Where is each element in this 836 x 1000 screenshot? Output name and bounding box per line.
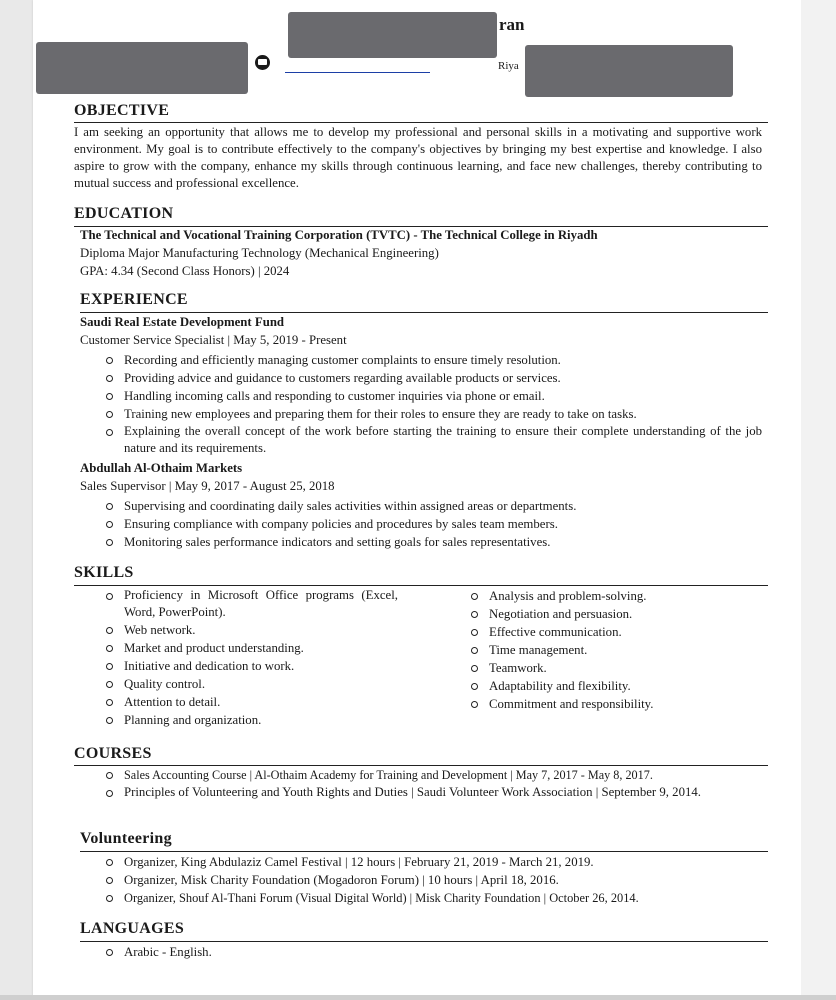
list-item: Ensuring compliance with company policies and procedures by sales team members. (102, 515, 762, 533)
list-item: Principles of Volunteering and Youth Rights and Duties | Saudi Volunteer Work Association | September 9, 2014. (102, 784, 762, 801)
education-rule (74, 226, 768, 227)
list-item: Effective communication. (467, 623, 767, 641)
volunteering-title: Volunteering (80, 830, 172, 847)
education-institution: The Technical and Vocational Training Corporation (TVTC) - The Technical College in Riyadh (80, 228, 598, 242)
list-item: Providing advice and guidance to customers regarding available products or services. (102, 369, 762, 387)
list-item: Organizer, Shouf Al-Thani Forum (Visual Digital World) | Misk Charity Foundation | October 26, 2014. (102, 889, 762, 907)
redacted-name (288, 12, 497, 58)
list-item: Quality control. (102, 675, 398, 693)
list-item: Proficiency in Microsoft Office programs (Excel, Word, PowerPoint). (102, 587, 398, 621)
skills-rule (74, 585, 768, 586)
languages-title: LANGUAGES (80, 920, 185, 937)
redacted-location (525, 45, 733, 97)
email-icon (255, 55, 270, 70)
education-degree: Diploma Major Manufacturing Technology (Mechanical Engineering) (80, 246, 439, 260)
list-item: Supervising and coordinating daily sales activities within assigned areas or departments. (102, 497, 762, 515)
education-gpa: GPA: 4.34 (Second Class Honors) | 2024 (80, 264, 290, 278)
list-item: Teamwork. (467, 659, 767, 677)
list-item: Adaptability and flexibility. (467, 677, 767, 695)
list-item: Commitment and responsibility. (467, 695, 767, 713)
volunteering-list (102, 853, 762, 907)
job-role: Customer Service Specialist | May 5, 2019 - Present (80, 333, 347, 347)
list-item: Recording and efficiently managing customer complaints to ensure timely resolution. (102, 351, 762, 369)
skills-title: SKILLS (74, 564, 134, 581)
list-item: Planning and organization. (102, 711, 398, 729)
job-1-bullets (102, 351, 762, 457)
skills-left-list (102, 587, 398, 729)
list-item: Initiative and dedication to work. (102, 657, 398, 675)
city-fragment: Riya (498, 60, 519, 72)
list-item: Web network. (102, 621, 398, 639)
name-fragment: ran (499, 15, 525, 34)
list-item: Market and product understanding. (102, 639, 398, 657)
list-item: Attention to detail. (102, 693, 398, 711)
job-role: Sales Supervisor | May 9, 2017 - August 25, 2018 (80, 479, 335, 493)
list-item: Arabic - English. (102, 943, 762, 961)
list-item: Explaining the overall concept of the work before starting the training to ensure their complete understanding of the job nature and its requirements. (102, 423, 762, 457)
experience-rule (80, 312, 768, 313)
skills-right-list (467, 587, 767, 713)
list-item: Monitoring sales performance indicators and setting goals for sales representatives. (102, 533, 762, 551)
objective-text: I am seeking an opportunity that allows me to develop my professional and personal skills in a motivating and supportive work environment. My goal is to contribute effectively to the company's objectives by bringing my best expertise and knowledge. I also aspire to grow with the company, enhance my skills through continuous learning, and face new challenges, thereby contributing to mutual success and professional excellence. (74, 125, 762, 190)
courses-list (102, 766, 762, 801)
languages-list (102, 943, 762, 961)
job-company: Abdullah Al-Othaim Markets (80, 461, 243, 475)
list-item: Training new employees and preparing them for their roles to ensure they are ready to take on tasks. (102, 405, 762, 423)
bottom-edge (0, 995, 836, 1000)
experience-title: EXPERIENCE (80, 291, 188, 308)
list-item: Analysis and problem-solving. (467, 587, 767, 605)
redacted-phone (36, 42, 248, 94)
courses-title: COURSES (74, 745, 152, 762)
list-item: Negotiation and persuasion. (467, 605, 767, 623)
email-link[interactable] (285, 63, 430, 73)
languages-rule (80, 941, 768, 942)
job-company: Saudi Real Estate Development Fund (80, 315, 285, 329)
volunteering-rule (80, 851, 768, 852)
education-title: EDUCATION (74, 205, 174, 222)
objective-rule (74, 122, 768, 123)
viewer-margin (801, 0, 836, 1000)
list-item: Organizer, King Abdulaziz Camel Festival | 12 hours | February 21, 2019 - March 21, 2019. (102, 853, 762, 871)
objective-title: OBJECTIVE (74, 102, 170, 119)
list-item: Time management. (467, 641, 767, 659)
list-item: Sales Accounting Course | Al-Othaim Academy for Training and Development | May 7, 2017 - May 8, 2017. (102, 766, 762, 784)
list-item: Organizer, Misk Charity Foundation (Mogadoron Forum) | 10 hours | April 18, 2016. (102, 871, 762, 889)
list-item: Handling incoming calls and responding to customer inquiries via phone or email. (102, 387, 762, 405)
job-2-bullets (102, 497, 762, 551)
